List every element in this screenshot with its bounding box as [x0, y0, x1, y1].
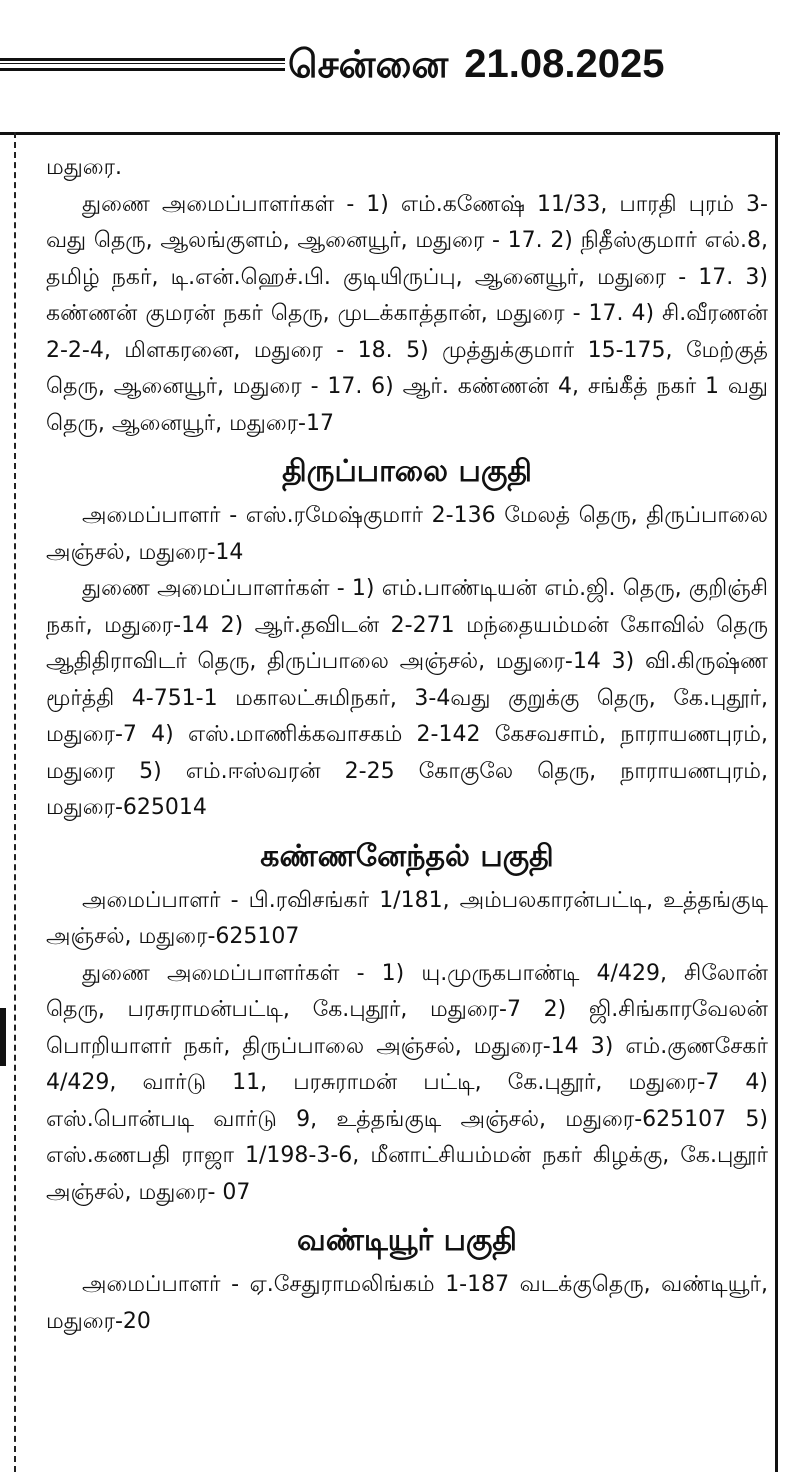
frame-right-rule — [775, 132, 778, 1472]
section-organiser: அமைப்பாளர் - எஸ்.ரமேஷ்குமார் 2-136 மேலத் தெரு, திருப்பாலை அஞ்சல், மதுரை-14 — [46, 503, 768, 565]
section-deputies: துணை அமைப்பாளர்கள் - 1) எம்.பாண்டியன் எம்.ஜி. தெரு, குறிஞ்சி நகர், மதுரை-14 2) ஆர்.தவிடன் 2-271 மந்தையம்மன் கோவில் தெரு ஆதிதிராவிடர் தெரு, திருப்பாலை அஞ்சல், மதுரை-14 3) வி.கிருஷ்ண மூர்த்தி 4-751-1 மகாலட்சுமிநகர், 3-4வது குறுக்கு தெரு, கே.புதூர், மதுரை-7 4) எஸ்.மாணிக்கவாசகம் 2-142 கேசவசாம், நாராயணபுரம், மதுரை 5) எம்.ஈஸ்வரன் 2-25 கோகுலே தெரு, நாராயணபுரம், மதுரை-625014 — [46, 576, 768, 820]
frame-top-rule — [0, 132, 780, 135]
section-organiser: அமைப்பாளர் - பி.ரவிசங்கர் 1/181, அம்பலகாரன்பட்டி, உத்தங்குடி அஞ்சல், மதுரை-625107 — [46, 887, 768, 949]
section-deputies: துணை அமைப்பாளர்கள் - 1) யு.முருகபாண்டி 4/429, சிலோன் தெரு, பரசுராமன்பட்டி, கே.புதூர், மதுரை-7 2) ஜி.சிங்காரவேலன் பொறியாளர் நகர், திருப்பாலை அஞ்சல், மதுரை-14 3) எம்.குணசேகர் 4/429, வார்டு 11, பரசுராமன் பட்டி, கே.புதூர், மதுரை-7 4) எஸ்.பொன்படி வார்டு 9, உத்தங்குடி அஞ்சல், மதுரை-625107 5) எஸ்.கணபதி ராஜா 1/198-3-6, மீனாட்சியம்மன் நகர் கிழக்கு, கே.புதூர் அஞ்சல், மதுரை- 07 — [46, 960, 768, 1205]
masthead-date: 21.08.2025 — [464, 42, 665, 86]
section-organiser: அமைப்பாளர் - ஏ.சேதுராமலிங்கம் 1-187 வடக்குதெரு, வண்டியூர், மதுரை-20 — [46, 1272, 768, 1334]
left-margin-mark — [0, 1008, 6, 1066]
section-heading-thiruppalai: திருப்பாலை பகுதி — [282, 454, 532, 489]
section-heading-vandiyur: வண்டியூர் பகுதி — [296, 1223, 517, 1258]
masthead — [288, 42, 788, 92]
masthead-city: சென்னை — [288, 42, 449, 86]
section-heading-kannanendhal: கண்ணனேந்தல் பகுதி — [260, 838, 554, 874]
article-column — [46, 150, 768, 1340]
intro-line: மதுரை. — [46, 155, 122, 180]
masthead-rule — [0, 58, 285, 71]
column-divider-dotted — [14, 132, 16, 1472]
intro-deputies: துணை அமைப்பாளர்கள் - 1) எம்.கணேஷ் 11/33, பாரதி புரம் 3-வது தெரு, ஆலங்குளம், ஆனையூர், மதுரை - 17. 2) நிதீஸ்குமார் எல்.8, தமிழ் நகர், டி.என்.ஹெச்.பி. குடியிருப்பு, ஆனையூர், மதுரை - 17. 3) கண்ணன் குமரன் நகர் தெரு, முடக்காத்தான், மதுரை - 17. 4) சி.வீரணன் 2-2-4, மிளகரனை, மதுரை - 18. 5) முத்துக்குமார் 15-175, மேற்குத் தெரு, ஆனையூர், மதுரை - 17. 6) ஆர். கண்ணன் 4, சங்கீத் நகர் 1 வது தெரு, ஆனையூர், மதுரை-17 — [46, 191, 768, 436]
